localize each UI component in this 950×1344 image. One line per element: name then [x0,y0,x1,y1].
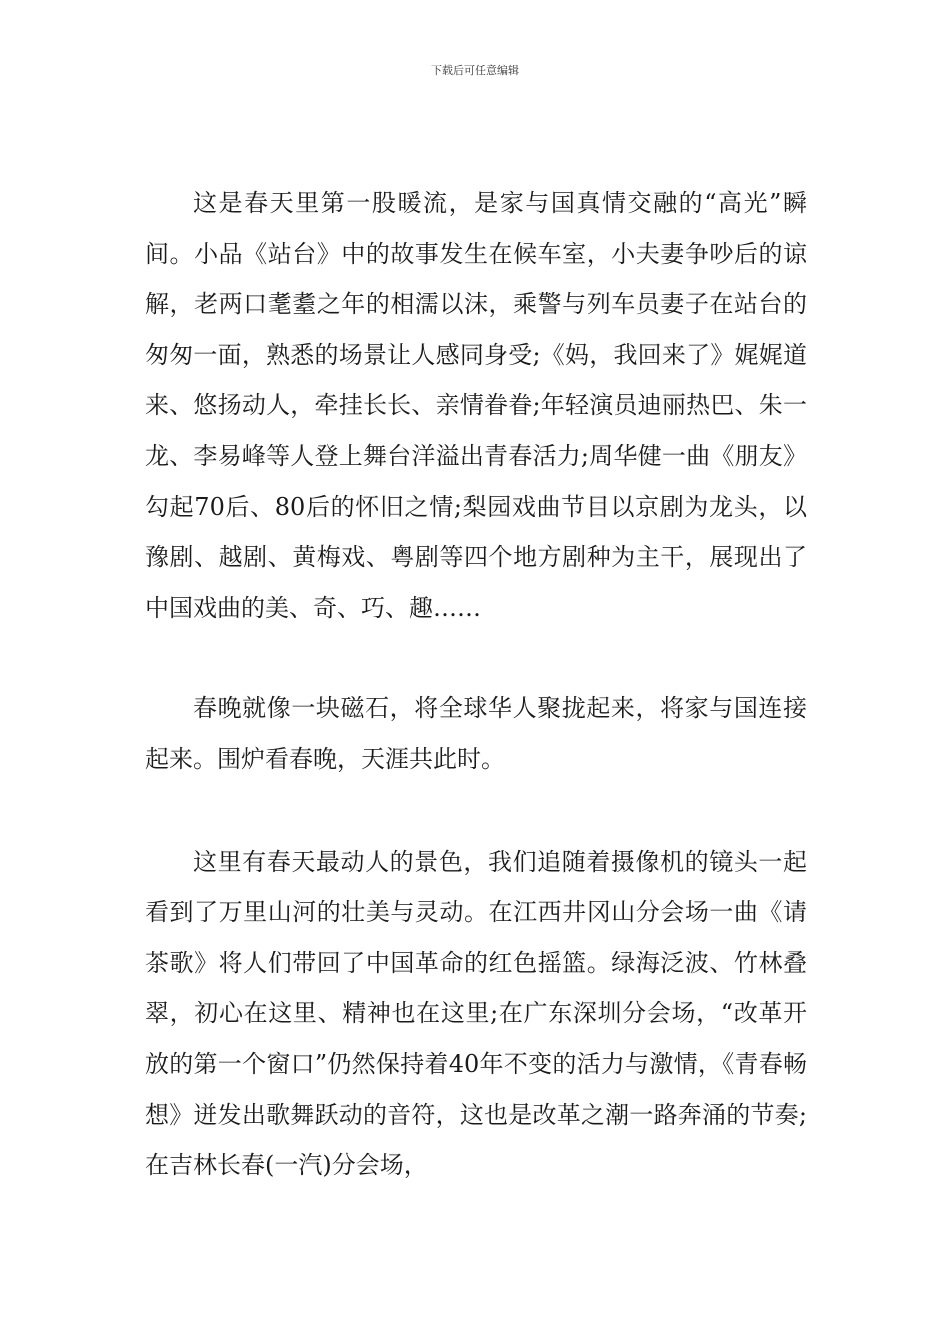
paragraph-3: 这里有春天最动人的景色，我们追随着摄像机的镜头一起看到了万里山河的壮美与灵动。在江西井冈山分会场一曲《请茶歌》将人们带回了中国革命的红色摇篮。绿海泛波、竹林叠翠，初心在这里、精神也在这里;在广东深圳分会场，“改革开放的第一个窗口”仍然保持着40年不变的活力与激情，《青春畅想》迸发出歌舞跃动的音符，这也是改革之潮一路奔涌的节奏;在吉林长春(一汽)分会场， [145,847,807,1180]
page-header: 下载后可任意编辑 [431,64,519,77]
paragraph-2: 春晚就像一块磁石，将全球华人聚拢起来，将家与国连接起来。围炉看春晚，天涯共此时。 [145,694,807,773]
paragraph-1: 这是春天里第一股暖流，是家与国真情交融的“高光”瞬间。小品《站台》中的故事发生在候车室，小夫妻争吵后的谅解，老两口耄耋之年的相濡以沫，乘警与列车员妻子在站台的匆匆一面，熟悉的场景让人感同身受;《妈，我回来了》娓娓道来、悠扬动人，牵挂长长、亲情眷眷;年轻演员迪丽热巴、朱一龙、李易峰等人登上舞台洋溢出青春活力;周华健一曲《朋友》勾起70后、80后的怀旧之情;梨园戏曲节目以京剧为龙头，以豫剧、越剧、黄梅戏、粤剧等四个地方剧种为主干，展现出了中国戏曲的美、奇、巧、趣…… [145,189,807,622]
document-body [145,178,807,1191]
